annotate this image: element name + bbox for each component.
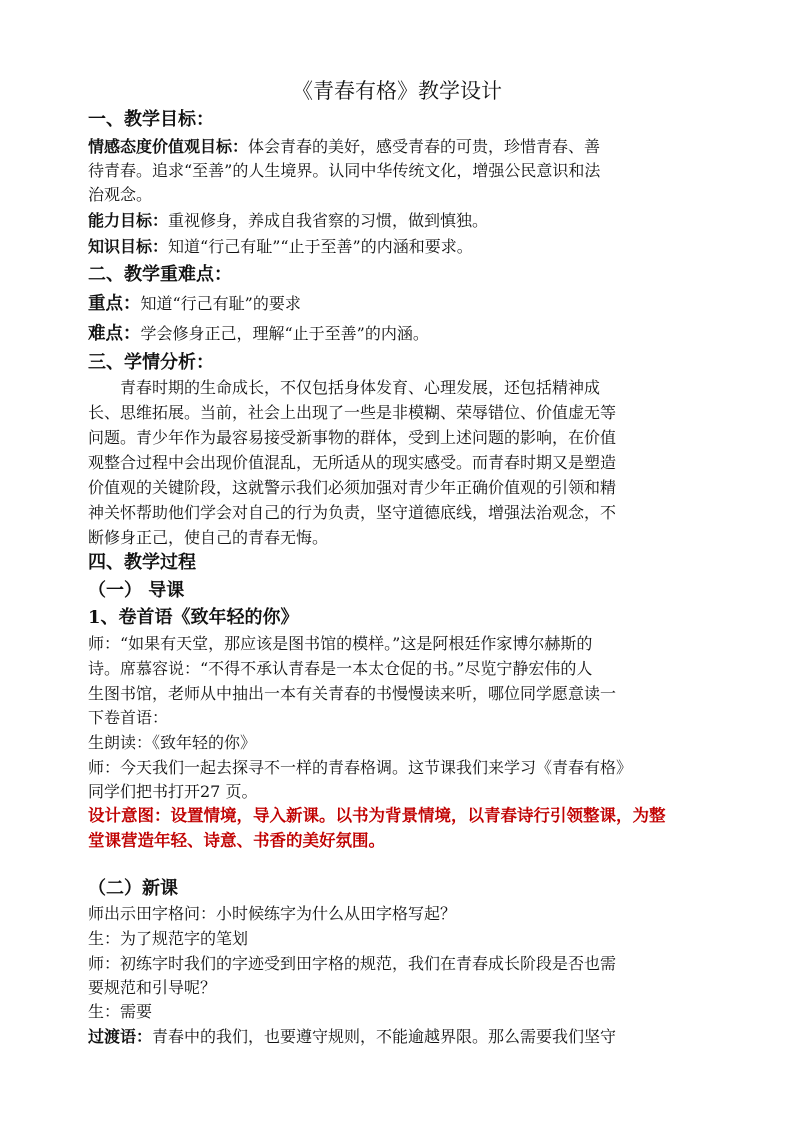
item-preface: 1、卷首语《致年轻的你》	[88, 607, 299, 628]
ability-objective-label: 能力目标：	[88, 211, 169, 230]
dialogue-line: 师：初练字时我们的字迹受到田字格的规范，我们在青春成长阶段是否也需	[88, 954, 617, 973]
transition-line	[88, 1026, 616, 1048]
dialogue-line: 生：需要	[88, 1002, 153, 1021]
dialogue-line: 下卷首语：	[88, 708, 169, 727]
difficult-point-label: 难点：	[88, 324, 141, 344]
difficult-point	[88, 323, 429, 345]
analysis-line: 价值观的关键阶段，这就警示我们必须加强对青少年正确价值观的引领和精	[88, 478, 617, 497]
analysis-line: 观整合过程中会出现价值混乱，无所适从的现实感受。而青春时期又是塑造	[88, 453, 617, 472]
dialogue-line: 诗。席慕容说：“不得不承认青春是一本太仓促的书。”尽览宁静宏伟的人	[88, 659, 593, 678]
section-heading-process: 四、教学过程	[88, 552, 196, 573]
knowledge-objective-label: 知识目标：	[88, 237, 169, 256]
dialogue-line: 要规范和引导呢？	[88, 978, 217, 997]
dialogue-line: 师出示田字格问：小时候练字为什么从田字格写起？	[88, 904, 457, 923]
key-point	[88, 293, 301, 315]
analysis-line: 断修身正己，使自己的青春无悔。	[88, 528, 329, 547]
key-point-text: 知道“行己有耻”的要求	[140, 294, 301, 313]
section-heading-analysis: 三、学情分析：	[88, 352, 214, 373]
section-heading-key-points: 二、教学重难点：	[88, 264, 232, 285]
design-intent-line-1: 设计意图：设置情境，导入新课。以书为背景情境，以青春诗行引领整课，为整	[88, 806, 666, 825]
dialogue-line: 师：今天我们一起去探寻不一样的青春格调。这节课我们来学习《青春有格》	[88, 758, 633, 777]
dialogue-line: 生：为了规范字的笔划	[88, 929, 249, 948]
subsection-new-lesson: （二）新课	[88, 878, 178, 899]
ability-objective	[88, 210, 488, 232]
emotion-objective-line-1	[88, 136, 600, 158]
transition-label: 过渡语：	[88, 1027, 153, 1046]
transition-text: 青春中的我们，也要遵守规则，不能逾越界限。那么需要我们坚守	[152, 1027, 617, 1046]
emotion-objective-text: 体会青春的美好，感受青春的可贵，珍惜青春、善	[248, 137, 601, 156]
emotion-objective-line-2: 待青春。追求“至善”的人生境界。认同中华传统文化，增强公民意识和法	[88, 161, 601, 180]
analysis-line: 问题。青少年作为最容易接受新事物的群体，受到上述问题的影响，在价值	[88, 428, 617, 447]
subsection-intro: （一） 导课	[88, 580, 185, 601]
analysis-line: 神关怀帮助他们学会对自己的行为负责，坚守道德底线，增强法治观念，不	[88, 503, 617, 522]
document-title: 《青春有格》教学设计	[292, 79, 502, 103]
knowledge-objective	[88, 236, 473, 258]
analysis-line: 青春时期的生命成长，不仅包括身体发育、心理发展，还包括精神成	[120, 378, 601, 397]
design-intent-line-2: 堂课营造年轻、诗意、书香的美好氛围。	[88, 831, 385, 850]
analysis-line: 长、思维拓展。当前，社会上出现了一些是非模糊、荣辱错位、价值虚无等	[88, 403, 617, 422]
dialogue-line: 同学们把书打开27 页。	[88, 782, 258, 801]
section-heading-objectives: 一、教学目标：	[88, 109, 214, 130]
dialogue-line: 师：“如果有天堂，那应该是图书馆的模样。”这是阿根廷作家博尔赫斯的	[88, 634, 593, 653]
ability-objective-text: 重视修身，养成自我省察的习惯，做到慎独。	[168, 211, 489, 230]
key-point-label: 重点：	[88, 294, 141, 314]
dialogue-line: 生朗读：《致年轻的你》	[88, 733, 257, 752]
knowledge-objective-text: 知道“行己有耻”“止于至善”的内涵和要求。	[168, 237, 473, 256]
emotion-objective-line-3: 治观念。	[88, 185, 153, 204]
dialogue-line: 生图书馆，老师从中抽出一本有关青春的书慢慢读来听，哪位同学愿意读一	[88, 684, 617, 703]
emotion-objective-label: 情感态度价值观目标：	[88, 137, 249, 156]
difficult-point-text: 学会修身正己，理解“止于至善”的内涵。	[140, 324, 429, 343]
